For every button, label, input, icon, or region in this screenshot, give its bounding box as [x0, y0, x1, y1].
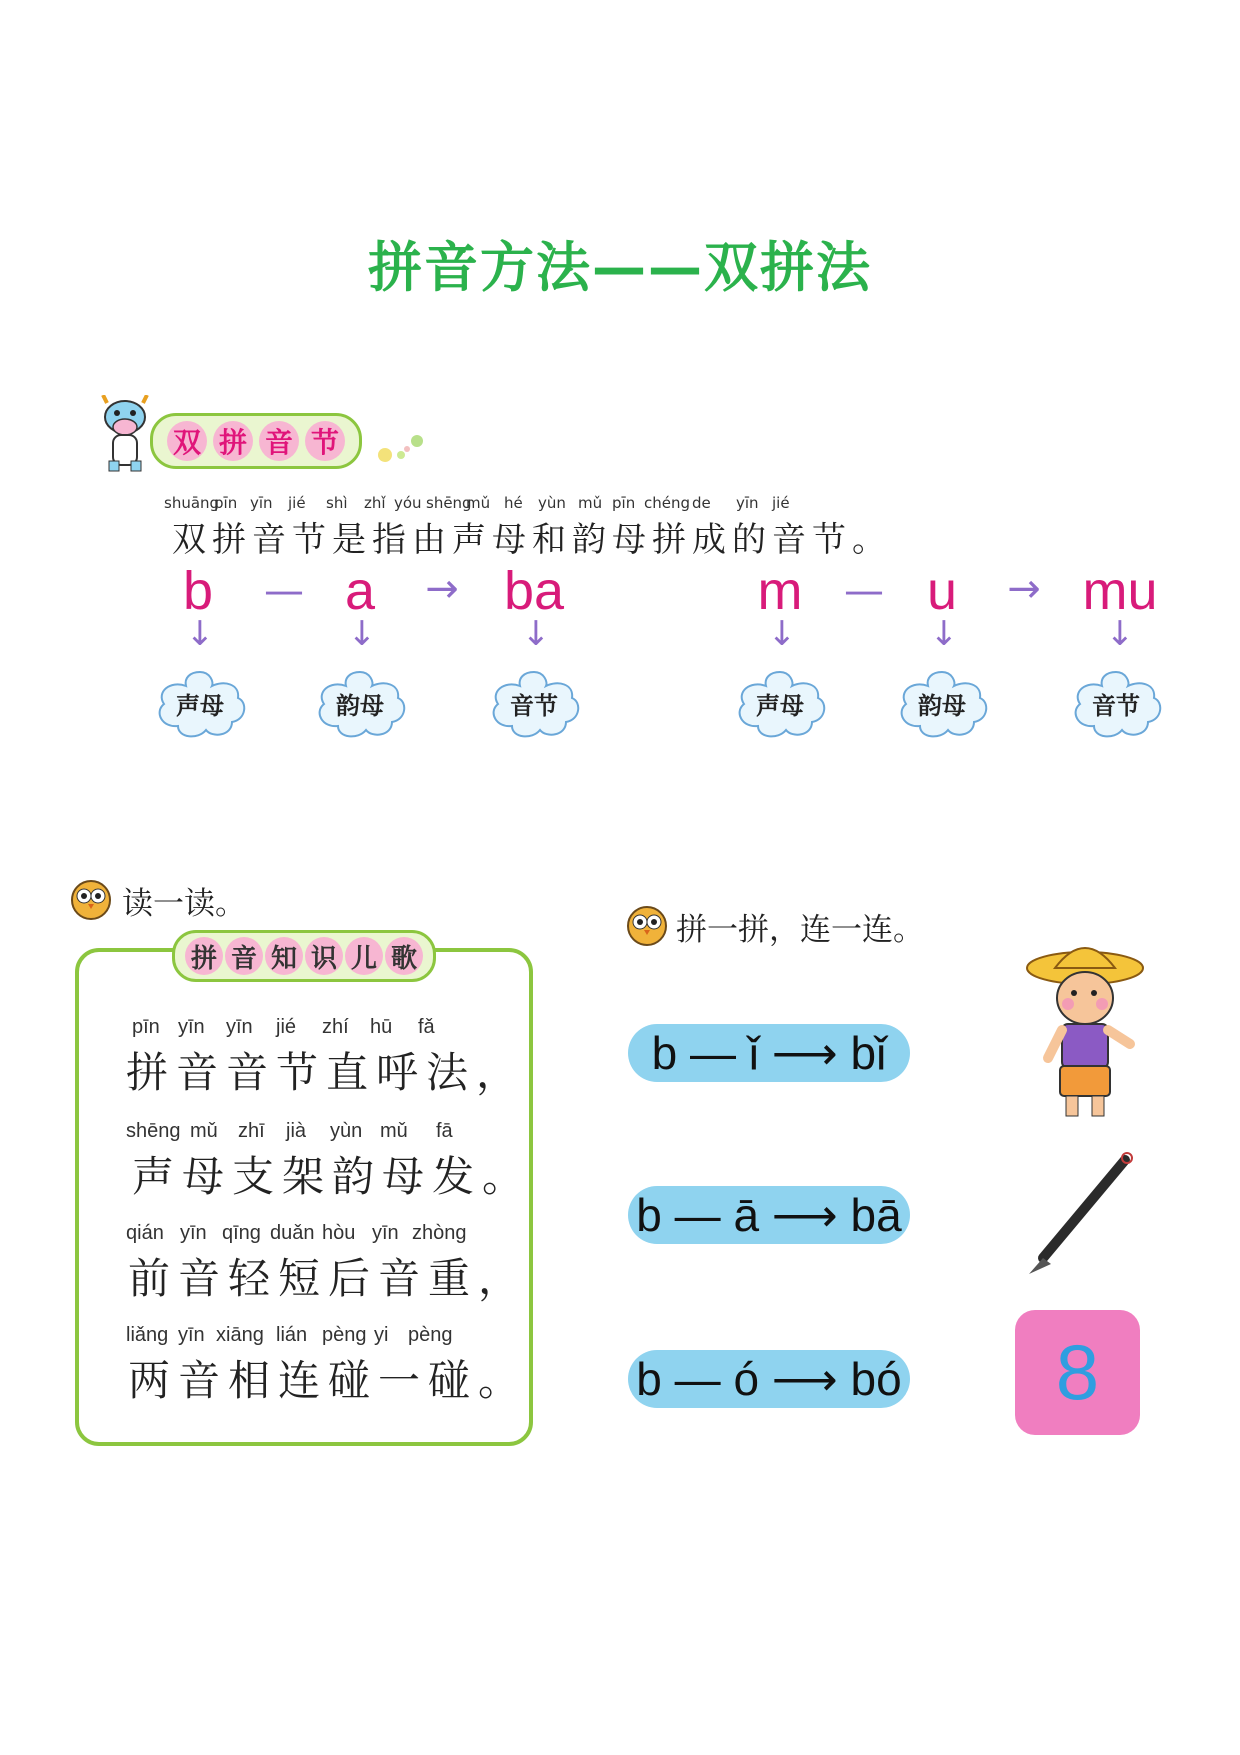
down-arrow-icon: ↓ [347, 614, 377, 654]
example-initial: b [182, 561, 214, 621]
pinyin: liǎng [126, 1324, 169, 1346]
pinyin: yùn [538, 494, 566, 512]
example-dash: — [844, 568, 884, 614]
poem-line: 两音相连碰一碰。 [128, 1356, 529, 1405]
pinyin: qián [126, 1222, 164, 1244]
pinyin: pīn [214, 494, 238, 512]
pinyin: jié [772, 494, 790, 512]
poem-tag [172, 930, 436, 982]
pinyin: pèng [322, 1324, 367, 1346]
flower-label-text: 音节 [510, 692, 558, 720]
match-header: 拼一拼，连一连。 [676, 912, 924, 948]
pinyin: pīn [132, 1016, 160, 1038]
pinyin: zhī [238, 1120, 265, 1142]
section-header [95, 395, 435, 475]
pinyin: yīn [736, 494, 759, 512]
pinyin: yīn [178, 1324, 205, 1346]
down-arrow-icon: ↓ [1105, 614, 1135, 654]
pinyin: yīn [250, 494, 273, 512]
blend-pill[interactable]: b — ā ⟶ bā [628, 1186, 910, 1244]
poem-tag-char: 儿 [345, 937, 383, 975]
pinyin: shēng [126, 1120, 181, 1142]
poem-line: 声母支架韵母发。 [132, 1152, 533, 1201]
pinyin: jié [276, 1016, 297, 1038]
definition-text: 双拼音节是指由声母和韵母拼成的音节。 [172, 520, 892, 560]
pinyin: mǔ [380, 1120, 408, 1142]
pinyin: mǔ [190, 1120, 218, 1142]
poem-pinyin [126, 1324, 458, 1347]
poem-line: 前音轻短后音重， [128, 1254, 529, 1303]
pinyin: pèng [408, 1324, 453, 1346]
flower-label-text: 韵母 [918, 692, 966, 720]
poem-pinyin [126, 1120, 476, 1143]
down-arrow-icon: ↓ [521, 614, 551, 654]
pinyin: yi [374, 1324, 389, 1346]
number-card[interactable]: 8 [1015, 1310, 1140, 1435]
pinyin: jià [286, 1120, 307, 1142]
farmer-picture[interactable] [1020, 938, 1150, 1128]
pinyin: zhí [322, 1016, 349, 1038]
pinyin: duǎn [270, 1222, 315, 1244]
blend-pill[interactable]: b — ó ⟶ bó [628, 1350, 910, 1408]
example-initial: m [757, 561, 803, 621]
example-final: u [926, 561, 958, 621]
pinyin: hū [370, 1016, 393, 1038]
pinyin: xiāng [216, 1324, 264, 1346]
pinyin: hòu [322, 1222, 356, 1244]
pinyin: pīn [612, 494, 636, 512]
pinyin: de [692, 494, 711, 512]
pinyin: shì [326, 494, 348, 512]
pinyin: yīn [180, 1222, 207, 1244]
read-header: 读一读。 [122, 886, 246, 922]
section-char: 音 [259, 421, 299, 461]
flower-label-text: 声母 [756, 692, 804, 720]
example-arrow: → [425, 566, 459, 612]
flower-label [1068, 666, 1164, 740]
pinyin: lián [276, 1324, 308, 1346]
owl-icon [626, 902, 668, 946]
pinyin: hé [504, 494, 523, 512]
pinyin: yīn [178, 1016, 205, 1038]
flower-label-text: 韵母 [336, 692, 384, 720]
pinyin: zhǐ [364, 494, 386, 512]
poem-tag-char: 识 [305, 937, 343, 975]
pinyin: shuāng [164, 494, 220, 512]
definition-pinyin [164, 494, 864, 512]
pinyin: mǔ [578, 494, 603, 512]
pinyin: mǔ [466, 494, 491, 512]
flower-label [152, 666, 248, 740]
pinyin: fā [436, 1120, 453, 1142]
pinyin: fǎ [418, 1016, 435, 1038]
pinyin: jié [288, 494, 306, 512]
example-syllable: mu [1082, 561, 1158, 621]
down-arrow-icon: ↓ [929, 614, 959, 654]
pinyin: yùn [330, 1120, 363, 1142]
flower-label-text: 音节 [1092, 692, 1140, 720]
pinyin: qīng [222, 1222, 261, 1244]
example-final: a [344, 561, 376, 621]
poem-line: 拼音音节直呼法， [126, 1048, 527, 1097]
flower-label [312, 666, 408, 740]
down-arrow-icon: ↓ [767, 614, 797, 654]
pinyin: yīn [372, 1222, 399, 1244]
decorative-dots [375, 425, 435, 465]
flower-label-text: 声母 [176, 692, 224, 720]
poem-tag-char: 音 [225, 937, 263, 975]
section-title-pill [150, 413, 362, 469]
pinyin: shēng [426, 494, 472, 512]
section-char: 节 [305, 421, 345, 461]
blend-pill[interactable]: b — ǐ ⟶ bǐ [628, 1024, 910, 1082]
flower-label [486, 666, 582, 740]
poem-pinyin [126, 1222, 472, 1245]
brush-picture[interactable] [1015, 1150, 1145, 1280]
page-title: 拼音方法——双拼法 [368, 236, 872, 299]
owl-icon [70, 876, 112, 920]
pinyin: yīn [226, 1016, 253, 1038]
poem-tag-char: 知 [265, 937, 303, 975]
example-arrow: → [1007, 566, 1041, 612]
cow-mascot-icon [95, 395, 155, 475]
poem-tag-char: 歌 [385, 937, 423, 975]
pinyin: yóu [394, 494, 422, 512]
example-syllable: ba [503, 561, 565, 621]
poem-pinyin [132, 1016, 458, 1039]
section-char: 双 [167, 421, 207, 461]
poem-tag-char: 拼 [185, 937, 223, 975]
pinyin: chéng [644, 494, 691, 512]
flower-label [894, 666, 990, 740]
section-char: 拼 [213, 421, 253, 461]
example-dash: — [264, 568, 304, 614]
down-arrow-icon: ↓ [185, 614, 215, 654]
pinyin: zhòng [412, 1222, 467, 1244]
flower-label [732, 666, 828, 740]
